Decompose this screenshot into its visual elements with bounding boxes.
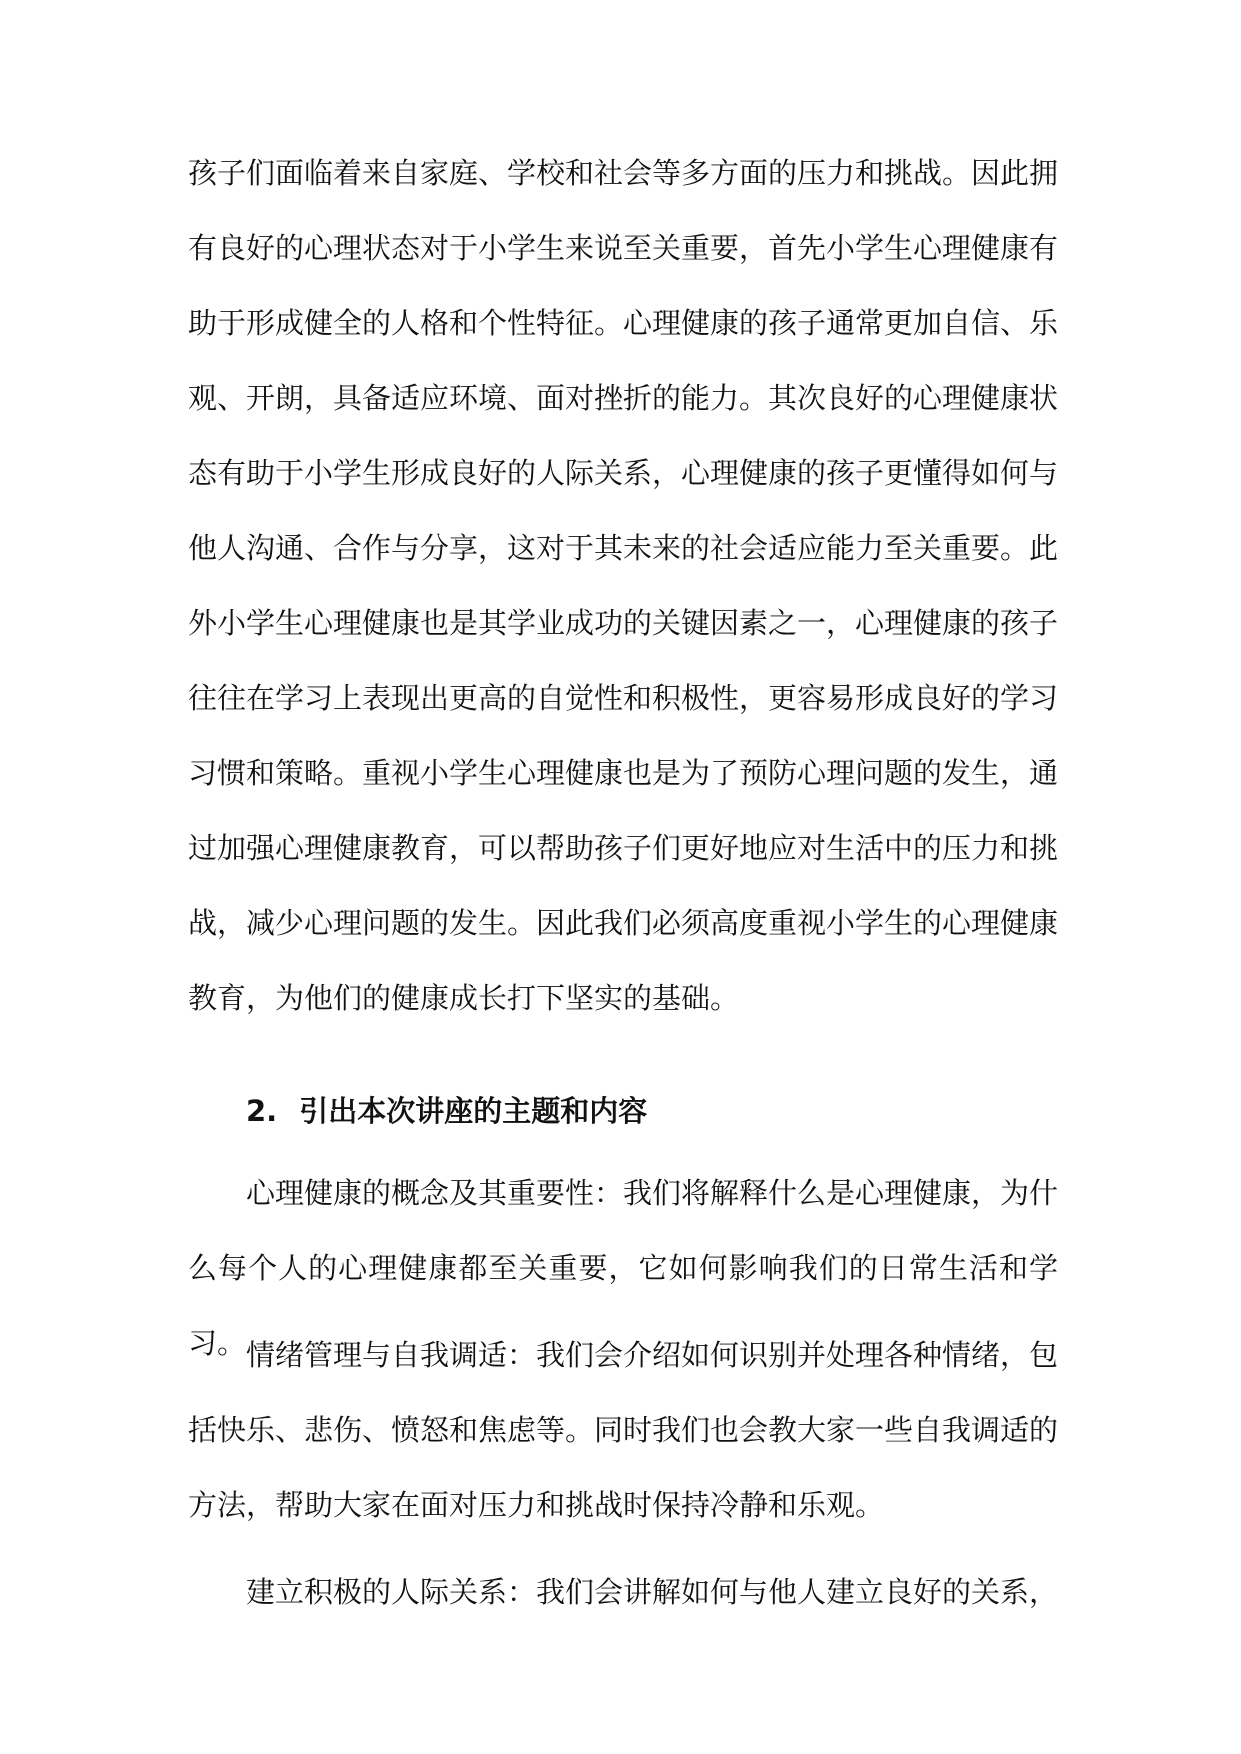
section-number: 2. (246, 1094, 278, 1128)
paragraph-emotion-management: 情绪管理与自我调适：我们会介绍如何识别并处理各种情绪，包括快乐、悲伤、愤怒和焦虑等。同时我们也会教大家一些自我调适的方法，帮助大家在面对压力和挑战时保持冷静和乐观。 (188, 1338, 1059, 1522)
section-heading (246, 1091, 647, 1131)
paragraph-interpersonal-relations: 建立积极的人际关系：我们会讲解如何与他人建立良好的关系， (246, 1575, 1059, 1609)
section-title: 引出本次讲座的主题和内容 (299, 1094, 648, 1128)
paragraph-importance-of-mental-health: 孩子们面临着来自家庭、学校和社会等多方面的压力和挑战。因此拥有良好的心理状态对于小学生来说至关重要，首先小学生心理健康有助于形成健全的人格和个性特征。心理健康的孩子通常更加自信、乐观、开朗，具备适应环境、面对挫折的能力。其次良好的心理健康状态有助于小学生形成良好的人际关系，心理健康的孩子更懂得如何与他人沟通、合作与分享，这对于其未来的社会适应能力至关重要。此外小学生心理健康也是其学业成功的关键因素之一，心理健康的孩子往往在学习上表现出更高的自觉性和积极性，更容易形成良好的学习习惯和策略。重视小学生心理健康也是为了预防心理问题的发生，通过加强心理健康教育，可以帮助孩子们更好地应对生活中的压力和挑战，减少心理问题的发生。因此我们必须高度重视小学生的心理健康教育，为他们的健康成长打下坚实的基础。 (188, 156, 1059, 1015)
paragraph-mental-health-concept: 心理健康的概念及其重要性：我们将解释什么是心理健康，为什么每个人的心理健康都至关重要，它如何影响我们的日常生活和学习。 (188, 1176, 1059, 1360)
